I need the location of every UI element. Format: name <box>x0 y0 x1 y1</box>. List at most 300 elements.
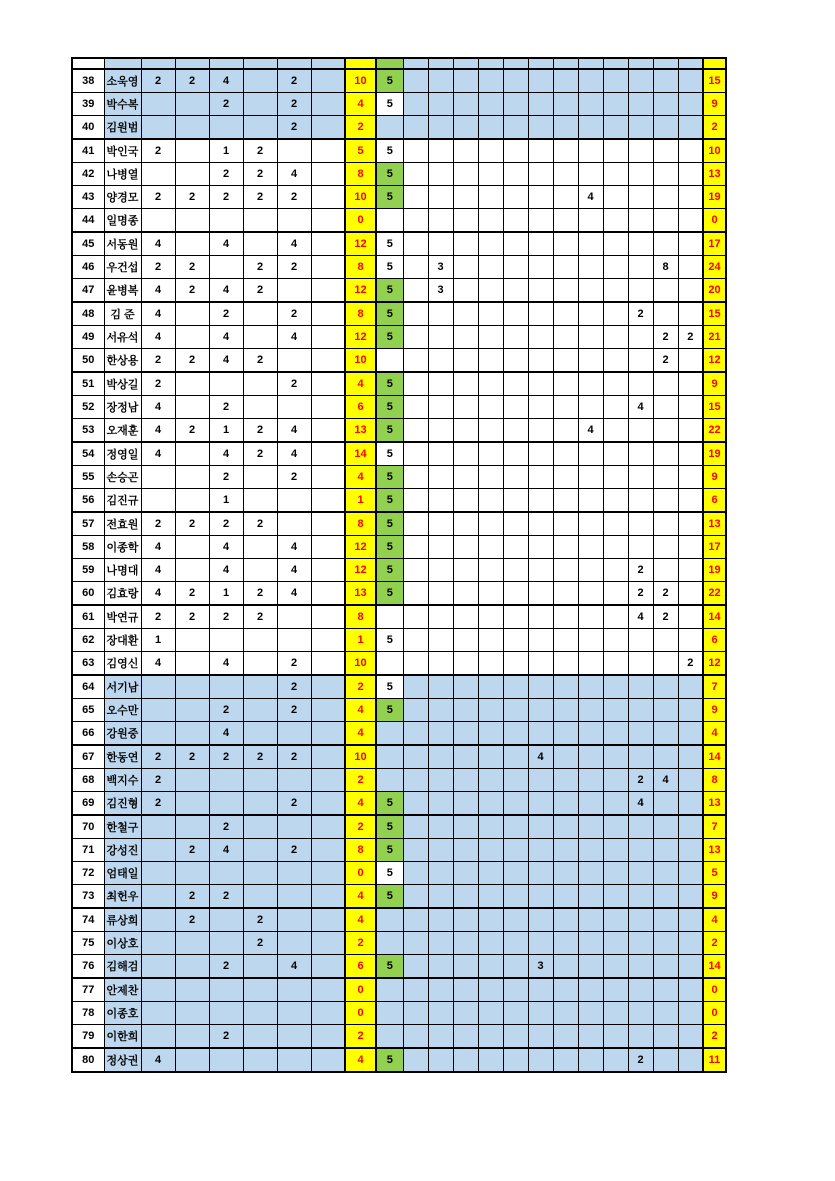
extra-cell[interactable] <box>528 978 553 1002</box>
name-cell[interactable]: 소욱영 <box>104 69 141 93</box>
value-cell[interactable]: 2 <box>277 302 311 326</box>
value-cell[interactable] <box>243 722 277 746</box>
name-cell[interactable]: 박상길 <box>104 372 141 396</box>
value-cell[interactable] <box>311 163 345 186</box>
extra-cell[interactable] <box>503 93 528 116</box>
row-number-cell[interactable]: 76 <box>72 955 104 979</box>
extra-cell[interactable] <box>653 722 678 746</box>
total-cell[interactable]: 10 <box>703 139 726 163</box>
name-cell[interactable]: 박연규 <box>104 605 141 629</box>
extra-cell[interactable] <box>503 652 528 676</box>
extra-cell[interactable] <box>403 139 428 163</box>
name-cell[interactable]: 강원중 <box>104 722 141 746</box>
value-cell[interactable]: 2 <box>243 279 277 303</box>
extra-cell[interactable] <box>653 536 678 559</box>
value-cell[interactable] <box>243 699 277 722</box>
extra-cell[interactable] <box>678 722 703 746</box>
extra-cell[interactable] <box>603 769 628 792</box>
value-cell[interactable] <box>141 932 175 955</box>
value-cell[interactable] <box>277 978 311 1002</box>
extra-cell[interactable] <box>553 139 578 163</box>
value-cell[interactable]: 2 <box>277 792 311 816</box>
value-cell[interactable] <box>209 792 243 816</box>
extra-cell[interactable] <box>528 139 553 163</box>
extra-cell[interactable] <box>553 372 578 396</box>
extra-cell[interactable] <box>478 955 503 979</box>
extra-cell[interactable] <box>503 908 528 932</box>
extra-cell[interactable] <box>403 256 428 279</box>
bonus-cell[interactable] <box>376 605 403 629</box>
value-cell[interactable] <box>175 209 209 233</box>
extra-cell[interactable] <box>478 978 503 1002</box>
value-cell[interactable]: 2 <box>277 466 311 489</box>
extra-cell[interactable] <box>603 1025 628 1049</box>
name-cell[interactable]: 윤병복 <box>104 279 141 303</box>
extra-cell[interactable] <box>528 839 553 862</box>
extra-cell[interactable] <box>453 955 478 979</box>
name-cell[interactable]: 서동원 <box>104 232 141 256</box>
value-cell[interactable]: 4 <box>209 232 243 256</box>
extra-cell[interactable] <box>403 58 428 69</box>
value-cell[interactable]: 2 <box>209 699 243 722</box>
total-cell[interactable]: 12 <box>703 349 726 373</box>
extra-cell[interactable] <box>553 745 578 769</box>
extra-cell[interactable] <box>553 302 578 326</box>
value-cell[interactable] <box>175 699 209 722</box>
extra-cell[interactable] <box>653 512 678 536</box>
value-cell[interactable]: 4 <box>209 559 243 582</box>
subtotal-cell[interactable]: 4 <box>345 792 376 816</box>
extra-cell[interactable] <box>553 163 578 186</box>
extra-cell[interactable] <box>403 629 428 652</box>
total-cell[interactable]: 7 <box>703 675 726 699</box>
extra-cell[interactable] <box>578 442 603 466</box>
extra-cell[interactable] <box>528 372 553 396</box>
value-cell[interactable]: 4 <box>277 163 311 186</box>
extra-cell[interactable] <box>403 908 428 932</box>
value-cell[interactable]: 2 <box>277 256 311 279</box>
value-cell[interactable] <box>311 442 345 466</box>
extra-cell[interactable] <box>503 559 528 582</box>
value-cell[interactable] <box>141 722 175 746</box>
extra-cell[interactable] <box>603 256 628 279</box>
extra-cell[interactable] <box>578 629 603 652</box>
value-cell[interactable]: 2 <box>141 512 175 536</box>
bonus-cell[interactable] <box>376 722 403 746</box>
extra-cell[interactable] <box>628 839 653 862</box>
value-cell[interactable] <box>277 209 311 233</box>
extra-cell[interactable] <box>578 372 603 396</box>
extra-cell[interactable] <box>603 629 628 652</box>
value-cell[interactable] <box>311 326 345 349</box>
total-cell[interactable]: 9 <box>703 466 726 489</box>
extra-cell[interactable] <box>403 1048 428 1072</box>
row-number-cell[interactable]: 75 <box>72 932 104 955</box>
total-cell[interactable]: 14 <box>703 605 726 629</box>
bonus-cell[interactable]: 5 <box>376 839 403 862</box>
subtotal-cell[interactable]: 10 <box>345 186 376 209</box>
extra-cell[interactable] <box>603 396 628 419</box>
extra-cell[interactable] <box>503 442 528 466</box>
extra-cell[interactable] <box>428 815 453 839</box>
subtotal-cell[interactable]: 8 <box>345 256 376 279</box>
name-cell[interactable]: 이한희 <box>104 1025 141 1049</box>
bonus-cell[interactable]: 5 <box>376 675 403 699</box>
bonus-cell[interactable] <box>376 932 403 955</box>
extra-cell[interactable] <box>428 209 453 233</box>
extra-cell[interactable] <box>403 326 428 349</box>
row-number-cell[interactable]: 66 <box>72 722 104 746</box>
extra-cell[interactable] <box>403 699 428 722</box>
value-cell[interactable]: 2 <box>175 885 209 909</box>
bonus-cell[interactable]: 5 <box>376 699 403 722</box>
value-cell[interactable] <box>277 1025 311 1049</box>
bonus-cell[interactable]: 5 <box>376 582 403 606</box>
row-number-cell[interactable]: 39 <box>72 93 104 116</box>
extra-cell[interactable] <box>528 908 553 932</box>
name-cell[interactable]: 이종호 <box>104 1002 141 1025</box>
value-cell[interactable] <box>311 629 345 652</box>
name-cell[interactable]: 김해검 <box>104 955 141 979</box>
extra-cell[interactable] <box>528 93 553 116</box>
extra-cell[interactable] <box>653 885 678 909</box>
extra-cell[interactable] <box>603 279 628 303</box>
extra-cell[interactable] <box>428 629 453 652</box>
extra-cell[interactable] <box>428 302 453 326</box>
extra-cell[interactable] <box>578 1025 603 1049</box>
extra-cell[interactable] <box>553 279 578 303</box>
extra-cell[interactable] <box>503 885 528 909</box>
value-cell[interactable] <box>311 349 345 373</box>
value-cell[interactable] <box>243 209 277 233</box>
extra-cell[interactable] <box>603 1048 628 1072</box>
total-cell[interactable]: 11 <box>703 1048 726 1072</box>
extra-cell[interactable] <box>528 629 553 652</box>
extra-cell[interactable] <box>553 1025 578 1049</box>
value-cell[interactable]: 4 <box>277 955 311 979</box>
extra-cell[interactable] <box>603 932 628 955</box>
extra-cell[interactable] <box>578 1002 603 1025</box>
extra-cell[interactable] <box>553 1048 578 1072</box>
subtotal-cell[interactable]: 0 <box>345 862 376 885</box>
value-cell[interactable] <box>311 769 345 792</box>
value-cell[interactable]: 4 <box>209 69 243 93</box>
value-cell[interactable] <box>209 372 243 396</box>
extra-cell[interactable] <box>403 302 428 326</box>
bonus-cell[interactable]: 5 <box>376 862 403 885</box>
value-cell[interactable] <box>209 1048 243 1072</box>
value-cell[interactable]: 2 <box>277 93 311 116</box>
extra-cell[interactable] <box>678 279 703 303</box>
extra-cell[interactable] <box>453 372 478 396</box>
extra-cell[interactable] <box>478 1048 503 1072</box>
total-cell[interactable]: 6 <box>703 629 726 652</box>
extra-cell[interactable] <box>653 116 678 140</box>
extra-cell[interactable] <box>503 326 528 349</box>
extra-cell[interactable] <box>678 582 703 606</box>
value-cell[interactable] <box>277 489 311 513</box>
extra-cell[interactable] <box>503 815 528 839</box>
extra-cell[interactable] <box>528 396 553 419</box>
extra-cell[interactable] <box>603 978 628 1002</box>
extra-cell[interactable] <box>528 209 553 233</box>
extra-cell[interactable] <box>428 908 453 932</box>
row-number-cell[interactable]: 56 <box>72 489 104 513</box>
extra-cell[interactable] <box>403 1025 428 1049</box>
total-cell[interactable]: 5 <box>703 862 726 885</box>
value-cell[interactable]: 2 <box>243 163 277 186</box>
value-cell[interactable]: 4 <box>209 349 243 373</box>
extra-cell[interactable] <box>628 675 653 699</box>
value-cell[interactable] <box>311 932 345 955</box>
extra-cell[interactable] <box>503 58 528 69</box>
subtotal-cell[interactable]: 2 <box>345 932 376 955</box>
extra-cell[interactable] <box>478 139 503 163</box>
extra-cell[interactable] <box>653 372 678 396</box>
subtotal-cell[interactable]: 10 <box>345 349 376 373</box>
subtotal-cell[interactable]: 0 <box>345 978 376 1002</box>
extra-cell[interactable] <box>428 862 453 885</box>
extra-cell[interactable] <box>578 116 603 140</box>
extra-cell[interactable] <box>528 932 553 955</box>
extra-cell[interactable] <box>503 419 528 443</box>
extra-cell[interactable] <box>428 349 453 373</box>
value-cell[interactable] <box>277 58 311 69</box>
total-cell[interactable]: 19 <box>703 186 726 209</box>
row-number-cell[interactable]: 71 <box>72 839 104 862</box>
value-cell[interactable] <box>175 58 209 69</box>
extra-cell[interactable] <box>503 209 528 233</box>
extra-cell[interactable] <box>528 232 553 256</box>
extra-cell[interactable] <box>503 745 528 769</box>
row-number-cell[interactable]: 74 <box>72 908 104 932</box>
extra-cell[interactable] <box>578 745 603 769</box>
extra-cell[interactable] <box>478 512 503 536</box>
bonus-cell[interactable] <box>376 1002 403 1025</box>
extra-cell[interactable] <box>528 605 553 629</box>
value-cell[interactable]: 2 <box>141 69 175 93</box>
value-cell[interactable]: 4 <box>141 326 175 349</box>
extra-cell[interactable] <box>428 839 453 862</box>
subtotal-cell[interactable]: 10 <box>345 69 376 93</box>
value-cell[interactable]: 2 <box>243 908 277 932</box>
value-cell[interactable] <box>311 559 345 582</box>
bonus-cell[interactable]: 5 <box>376 302 403 326</box>
extra-cell[interactable] <box>628 978 653 1002</box>
value-cell[interactable]: 1 <box>209 582 243 606</box>
subtotal-cell[interactable]: 1 <box>345 629 376 652</box>
total-cell[interactable]: 13 <box>703 839 726 862</box>
bonus-cell[interactable]: 5 <box>376 559 403 582</box>
extra-cell[interactable] <box>678 419 703 443</box>
name-cell[interactable]: 김 준 <box>104 302 141 326</box>
extra-cell[interactable] <box>678 256 703 279</box>
value-cell[interactable]: 2 <box>141 745 175 769</box>
extra-cell[interactable] <box>503 512 528 536</box>
extra-cell[interactable]: 8 <box>653 256 678 279</box>
bonus-cell[interactable] <box>376 978 403 1002</box>
extra-cell[interactable] <box>503 489 528 513</box>
value-cell[interactable] <box>243 629 277 652</box>
value-cell[interactable]: 4 <box>209 839 243 862</box>
extra-cell[interactable] <box>528 256 553 279</box>
value-cell[interactable] <box>311 792 345 816</box>
value-cell[interactable] <box>175 139 209 163</box>
value-cell[interactable]: 2 <box>175 908 209 932</box>
subtotal-cell[interactable]: 6 <box>345 955 376 979</box>
extra-cell[interactable] <box>403 69 428 93</box>
value-cell[interactable] <box>243 396 277 419</box>
extra-cell[interactable] <box>453 792 478 816</box>
value-cell[interactable] <box>277 908 311 932</box>
row-number-cell[interactable]: 77 <box>72 978 104 1002</box>
value-cell[interactable] <box>243 466 277 489</box>
value-cell[interactable] <box>243 652 277 676</box>
value-cell[interactable]: 4 <box>277 559 311 582</box>
value-cell[interactable] <box>141 978 175 1002</box>
value-cell[interactable]: 4 <box>277 442 311 466</box>
extra-cell[interactable] <box>553 978 578 1002</box>
extra-cell[interactable] <box>653 139 678 163</box>
extra-cell[interactable] <box>578 815 603 839</box>
extra-cell[interactable] <box>553 419 578 443</box>
extra-cell[interactable]: 4 <box>628 605 653 629</box>
extra-cell[interactable] <box>453 279 478 303</box>
extra-cell[interactable] <box>603 815 628 839</box>
value-cell[interactable]: 4 <box>209 652 243 676</box>
extra-cell[interactable] <box>628 93 653 116</box>
subtotal-cell[interactable]: 14 <box>345 442 376 466</box>
total-cell[interactable]: 14 <box>703 955 726 979</box>
row-number-cell[interactable]: 52 <box>72 396 104 419</box>
extra-cell[interactable] <box>628 722 653 746</box>
value-cell[interactable] <box>277 885 311 909</box>
extra-cell[interactable] <box>478 93 503 116</box>
value-cell[interactable] <box>243 815 277 839</box>
row-number-cell[interactable]: 46 <box>72 256 104 279</box>
subtotal-cell[interactable]: 2 <box>345 116 376 140</box>
extra-cell[interactable] <box>628 139 653 163</box>
total-cell[interactable] <box>703 58 726 69</box>
extra-cell[interactable] <box>628 326 653 349</box>
extra-cell[interactable] <box>653 396 678 419</box>
row-number-cell[interactable]: 48 <box>72 302 104 326</box>
value-cell[interactable]: 4 <box>141 419 175 443</box>
extra-cell[interactable]: 2 <box>653 326 678 349</box>
value-cell[interactable] <box>277 279 311 303</box>
bonus-cell[interactable]: 5 <box>376 139 403 163</box>
value-cell[interactable] <box>175 442 209 466</box>
subtotal-cell[interactable]: 4 <box>345 885 376 909</box>
subtotal-cell[interactable]: 0 <box>345 1002 376 1025</box>
total-cell[interactable]: 17 <box>703 536 726 559</box>
extra-cell[interactable] <box>503 163 528 186</box>
value-cell[interactable] <box>277 1048 311 1072</box>
subtotal-cell[interactable]: 13 <box>345 582 376 606</box>
extra-cell[interactable] <box>428 489 453 513</box>
extra-cell[interactable] <box>678 605 703 629</box>
value-cell[interactable] <box>243 1048 277 1072</box>
extra-cell[interactable] <box>578 675 603 699</box>
extra-cell[interactable] <box>628 862 653 885</box>
row-number-cell[interactable]: 63 <box>72 652 104 676</box>
extra-cell[interactable] <box>528 675 553 699</box>
subtotal-cell[interactable]: 12 <box>345 326 376 349</box>
extra-cell[interactable] <box>478 559 503 582</box>
extra-cell[interactable] <box>578 512 603 536</box>
extra-cell[interactable] <box>503 116 528 140</box>
extra-cell[interactable] <box>403 419 428 443</box>
extra-cell[interactable] <box>528 582 553 606</box>
subtotal-cell[interactable]: 12 <box>345 232 376 256</box>
value-cell[interactable] <box>175 675 209 699</box>
extra-cell[interactable] <box>453 536 478 559</box>
value-cell[interactable] <box>277 349 311 373</box>
extra-cell[interactable] <box>653 815 678 839</box>
value-cell[interactable]: 4 <box>209 442 243 466</box>
extra-cell[interactable] <box>403 605 428 629</box>
value-cell[interactable] <box>243 792 277 816</box>
value-cell[interactable]: 4 <box>209 722 243 746</box>
extra-cell[interactable] <box>403 978 428 1002</box>
extra-cell[interactable] <box>603 442 628 466</box>
extra-cell[interactable] <box>603 58 628 69</box>
extra-cell[interactable] <box>653 629 678 652</box>
extra-cell[interactable] <box>653 1048 678 1072</box>
extra-cell[interactable] <box>478 442 503 466</box>
extra-cell[interactable] <box>503 605 528 629</box>
extra-cell[interactable] <box>478 302 503 326</box>
extra-cell[interactable] <box>503 232 528 256</box>
name-cell[interactable]: 김진형 <box>104 792 141 816</box>
extra-cell[interactable] <box>603 699 628 722</box>
extra-cell[interactable] <box>678 908 703 932</box>
extra-cell[interactable] <box>628 372 653 396</box>
value-cell[interactable] <box>277 722 311 746</box>
extra-cell[interactable] <box>478 605 503 629</box>
extra-cell[interactable] <box>553 932 578 955</box>
value-cell[interactable] <box>311 279 345 303</box>
extra-cell[interactable] <box>403 792 428 816</box>
extra-cell[interactable] <box>553 955 578 979</box>
value-cell[interactable] <box>311 722 345 746</box>
value-cell[interactable] <box>175 489 209 513</box>
name-cell[interactable]: 서유석 <box>104 326 141 349</box>
extra-cell[interactable]: 4 <box>653 769 678 792</box>
extra-cell[interactable] <box>678 629 703 652</box>
row-number-cell[interactable]: 53 <box>72 419 104 443</box>
extra-cell[interactable] <box>578 58 603 69</box>
value-cell[interactable] <box>243 769 277 792</box>
extra-cell[interactable] <box>478 58 503 69</box>
extra-cell[interactable] <box>553 605 578 629</box>
value-cell[interactable]: 2 <box>175 419 209 443</box>
extra-cell[interactable] <box>503 722 528 746</box>
extra-cell[interactable] <box>603 232 628 256</box>
extra-cell[interactable] <box>553 58 578 69</box>
extra-cell[interactable] <box>478 862 503 885</box>
subtotal-cell[interactable]: 4 <box>345 1048 376 1072</box>
extra-cell[interactable] <box>653 69 678 93</box>
extra-cell[interactable] <box>678 163 703 186</box>
extra-cell[interactable] <box>678 512 703 536</box>
value-cell[interactable] <box>311 489 345 513</box>
extra-cell[interactable] <box>628 256 653 279</box>
extra-cell[interactable] <box>653 699 678 722</box>
value-cell[interactable] <box>209 932 243 955</box>
extra-cell[interactable] <box>578 792 603 816</box>
extra-cell[interactable] <box>578 699 603 722</box>
